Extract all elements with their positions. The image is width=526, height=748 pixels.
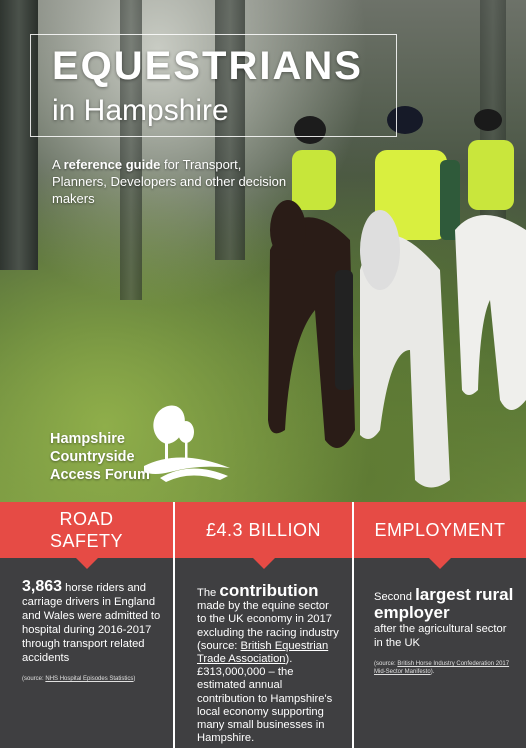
stat-text: 3,863 horse riders and carriage drivers in England and Wales were admitted to hospital during 2016-2017 through transport related accidents [22, 578, 161, 664]
stat-heading: EMPLOYMENT [354, 502, 526, 558]
source-link[interactable]: NHS Hospital Episodes Statistics [45, 676, 134, 682]
stat-source: (source: NHS Hospital Episodes Statistics) [22, 676, 136, 682]
stat-employment [354, 502, 526, 748]
stat-keyword: largest rural employer [374, 585, 514, 622]
stat-heading: ROAD SAFETY [0, 502, 173, 558]
subtitle: A reference guide for Transport, Planners, Developers and other decision makers [52, 157, 287, 206]
stat-keyword: contribution [219, 581, 319, 600]
stat-source: (source: British Horse Industry Confederation 2017 Mid-Sector Manifesto). [374, 661, 510, 675]
forum-logo-icon [140, 402, 232, 482]
stat-figure: 3,863 [22, 578, 63, 595]
page-title: EQUESTRIANS [52, 44, 363, 88]
stat-heading: £4.3 BILLION [175, 502, 352, 558]
stat-road-safety [0, 502, 175, 748]
stat-text: The contribution made by the equine sector to the UK economy in 2017 excluding the racing industry (source: British Equestrian Trade Association). £313,000,000 – the estimated annual contribution to Hampshire's local economy supporting many small businesses in Hampshire. [197, 581, 339, 745]
forum-logo-text: Hampshire Countryside Access Forum [50, 431, 150, 483]
stats-panel [0, 502, 526, 748]
stat-economy [175, 502, 354, 748]
source-link[interactable]: British Equestrian Trade Association [197, 639, 329, 666]
source-link[interactable]: British Horse Industry Confederation 2017 Mid-Sector Manifesto [374, 661, 510, 675]
stat-text: Second largest rural employer after the agricultural sector in the UK [374, 585, 514, 649]
page-title-secondary: in Hampshire [52, 94, 229, 127]
